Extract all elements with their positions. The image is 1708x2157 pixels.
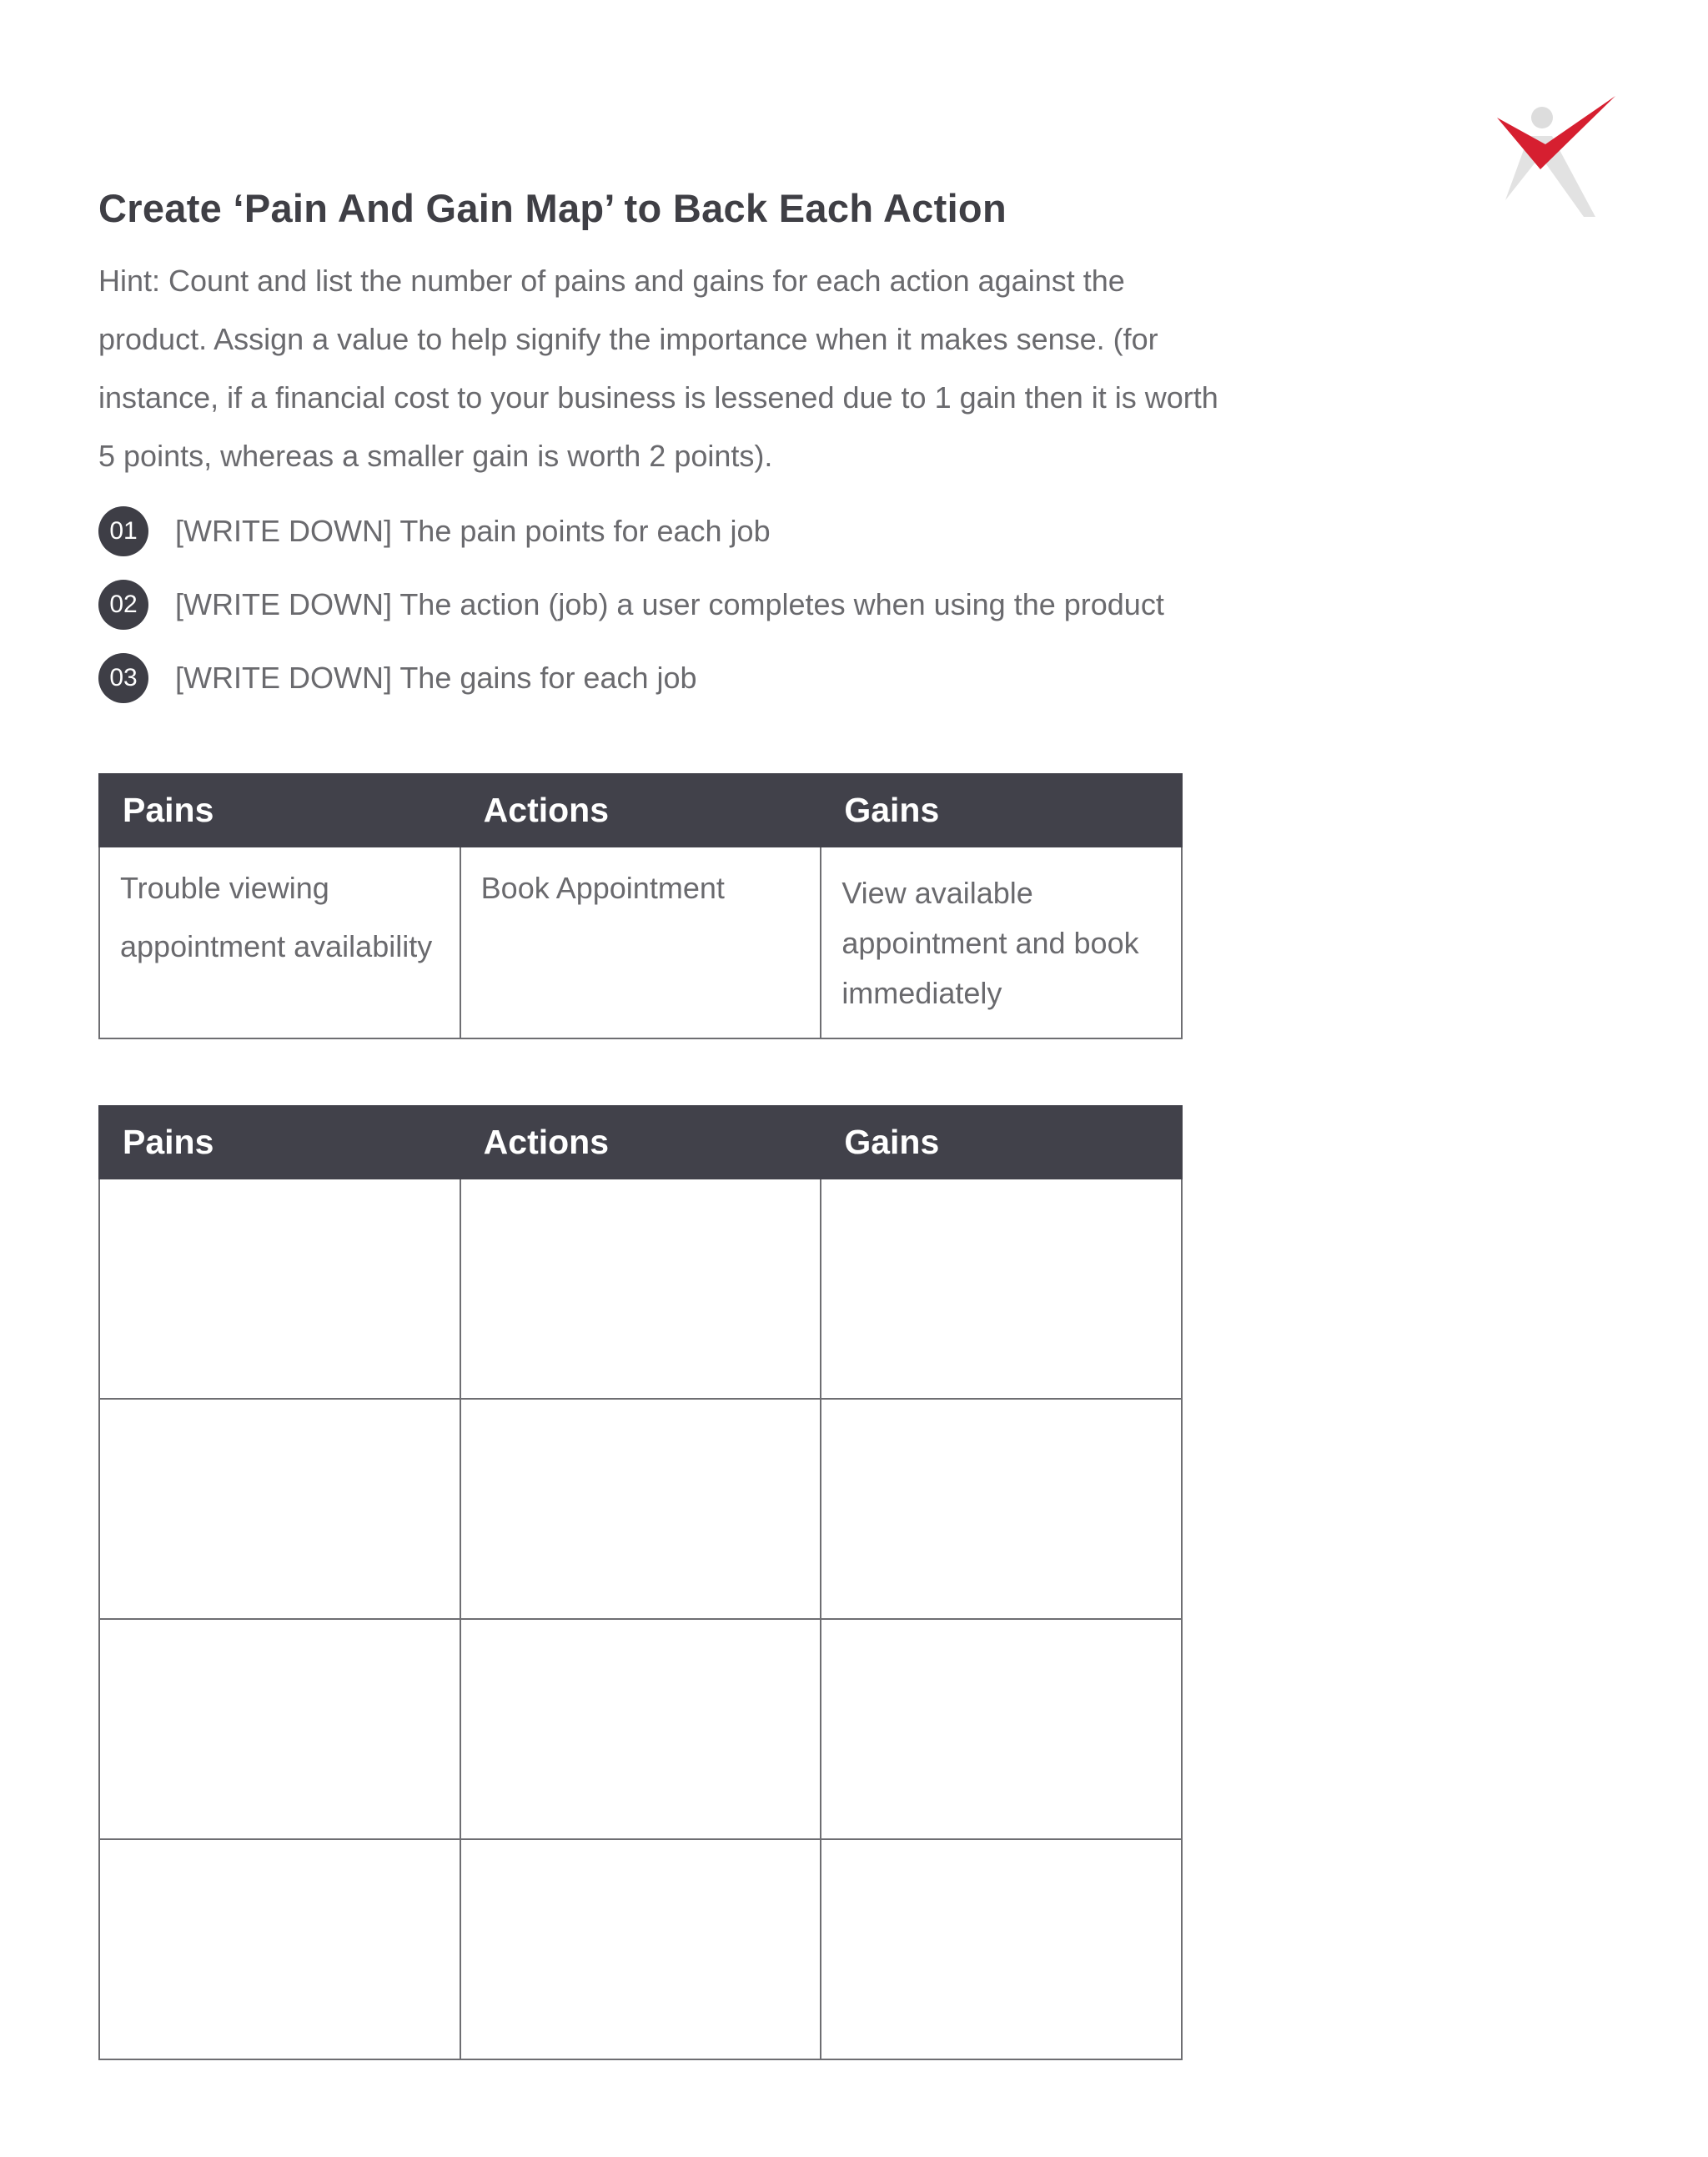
pain-cell[interactable] xyxy=(99,1399,460,1619)
checkmark-figure-icon xyxy=(1497,96,1622,217)
pain-cell[interactable] xyxy=(99,1839,460,2059)
pain-cell[interactable] xyxy=(99,1619,460,1839)
step-text: [WRITE DOWN] The pain points for each job xyxy=(175,514,771,548)
action-cell: Book Appointment xyxy=(460,847,821,1038)
gain-cell[interactable] xyxy=(821,1179,1182,1399)
table-header-row xyxy=(99,774,1182,847)
hint-text: Hint: Count and list the number of pains and gains for each action against the product. Assign a value to help signify the importance when it makes sense. (for instance, if a financial cost to your business is lessened due to 1 gain then it is worth 5 points, whereas a smaller gain is worth 2 points). xyxy=(98,264,1218,473)
gain-cell: View available appointment and book immediately xyxy=(821,847,1182,1038)
page-title: Create ‘Pain And Gain Map’ to Back Each Action xyxy=(98,186,1007,230)
example-pain-gain-table xyxy=(98,773,1183,1039)
column-header-pains: Pains xyxy=(99,774,460,847)
pain-cell[interactable] xyxy=(99,1179,460,1399)
table-header-row xyxy=(99,1106,1182,1179)
step-number-badge: 02 xyxy=(98,580,148,630)
column-header-actions: Actions xyxy=(460,1106,821,1179)
step-text: [WRITE DOWN] The action (job) a user completes when using the product xyxy=(175,587,1164,621)
blank-pain-gain-table xyxy=(98,1105,1183,2060)
gain-cell[interactable] xyxy=(821,1619,1182,1839)
gain-cell[interactable] xyxy=(821,1839,1182,2059)
table-row xyxy=(99,1399,1182,1619)
column-header-actions: Actions xyxy=(460,774,821,847)
table-row xyxy=(99,1619,1182,1839)
action-cell[interactable] xyxy=(460,1399,821,1619)
step-item xyxy=(98,580,1164,630)
action-cell[interactable] xyxy=(460,1839,821,2059)
steps-list xyxy=(98,506,1164,727)
action-cell[interactable] xyxy=(460,1619,821,1839)
step-text: [WRITE DOWN] The gains for each job xyxy=(175,661,697,695)
pain-cell: Trouble viewing appointment availability xyxy=(99,847,460,1038)
step-item xyxy=(98,653,1164,703)
action-cell[interactable] xyxy=(460,1179,821,1399)
column-header-gains: Gains xyxy=(821,1106,1182,1179)
step-number-badge: 01 xyxy=(98,506,148,556)
step-item xyxy=(98,506,1164,556)
table-row xyxy=(99,1839,1182,2059)
table-row xyxy=(99,847,1182,1038)
column-header-gains: Gains xyxy=(821,774,1182,847)
gain-cell[interactable] xyxy=(821,1399,1182,1619)
step-number-badge: 03 xyxy=(98,653,148,703)
table-row xyxy=(99,1179,1182,1399)
column-header-pains: Pains xyxy=(99,1106,460,1179)
